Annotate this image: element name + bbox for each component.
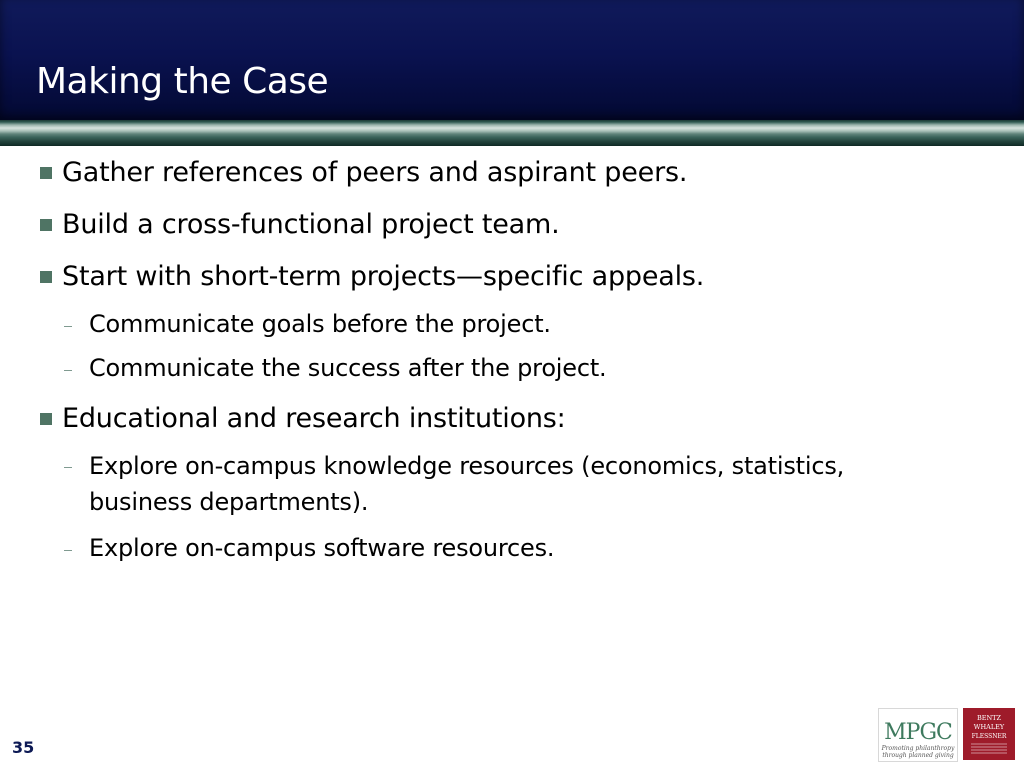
bwf-logo-line: WHALEY	[973, 723, 1005, 731]
header-divider-stripe	[0, 120, 1024, 146]
mpgc-logo-tagline: through planned giving	[882, 752, 954, 759]
sub-bullet-text: Communicate the success after the project.	[89, 354, 607, 382]
sub-bullet-dash	[64, 370, 72, 371]
mpgc-logo	[878, 708, 958, 762]
slide-title: Making the Case	[36, 61, 329, 102]
mpgc-logo-mark: MPGC	[884, 720, 952, 745]
sub-bullet-dash	[64, 326, 72, 327]
sub-bullet-dash	[64, 550, 72, 551]
bullet-text: Build a cross-functional project team.	[62, 209, 560, 240]
bentz-whaley-flessner-logo	[963, 708, 1015, 760]
sub-bullet-dash	[64, 467, 72, 468]
bullet-marker	[40, 219, 52, 231]
bullet-text: Start with short-term projects—specific appeals.	[62, 261, 705, 292]
mpgc-logo-tagline: Promoting philanthropy	[881, 745, 955, 752]
title-bar	[0, 0, 1024, 120]
slide-number: 35	[12, 738, 35, 757]
bullet-marker	[40, 167, 52, 179]
bwf-logo-graphic	[963, 708, 1015, 760]
bwf-logo-line: BENTZ	[976, 714, 1002, 722]
sub-bullet-text-continued: business departments).	[89, 488, 369, 516]
bullet-text: Educational and research institutions:	[62, 403, 566, 434]
sub-bullet-text: Explore on-campus knowledge resources (economics, statistics,	[89, 452, 845, 480]
bullet-marker	[40, 271, 52, 283]
bwf-logo-line: FLESSNER	[971, 733, 1007, 740]
bullet-text: Gather references of peers and aspirant peers.	[62, 157, 688, 188]
sub-bullet-text: Communicate goals before the project.	[89, 310, 551, 338]
bullet-marker	[40, 413, 52, 425]
mpgc-logo-graphic	[879, 709, 957, 761]
sub-bullet-text: Explore on-campus software resources.	[89, 534, 555, 562]
